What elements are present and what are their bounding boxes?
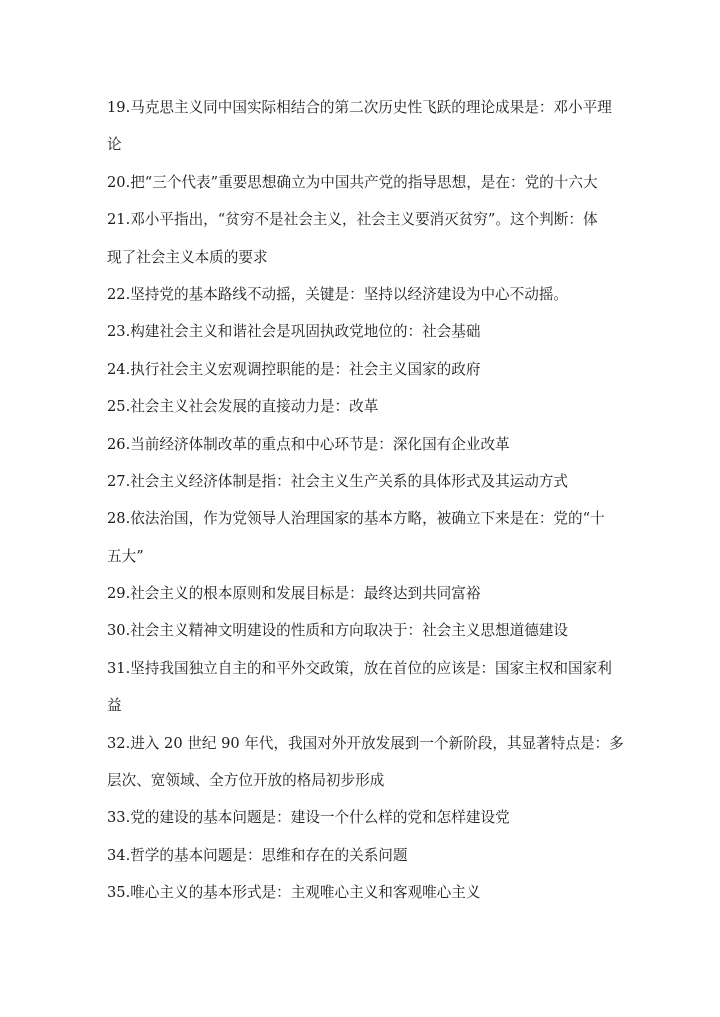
question-item (107, 397, 617, 434)
text-line: 34.哲学的基本问题是：思维和存在的关系问题 (107, 846, 408, 864)
text-line: 五大” (107, 547, 144, 565)
question-item (107, 285, 617, 322)
text-line: 益 (107, 697, 122, 715)
question-item (107, 210, 617, 285)
text-line: 22.坚持党的基本路线不动摇，关键是：坚持以经济建设为中心不动摇。 (107, 285, 569, 303)
question-item (107, 883, 617, 920)
text-line: 24.执行社会主义宏观调控职能的是：社会主义国家的政府 (107, 360, 481, 378)
question-item (107, 98, 617, 173)
question-item (107, 435, 617, 472)
text-line: 29.社会主义的根本原则和发展目标是：最终达到共同富裕 (107, 585, 481, 603)
text-line: 32.进入 20 世纪 90 年代，我国对外开放发展到一个新阶段，其显著特点是：多 (107, 734, 624, 752)
question-item (107, 584, 617, 621)
question-item (107, 173, 617, 210)
text-line: 23.构建社会主义和谐社会是巩固执政党地位的：社会基础 (107, 323, 481, 341)
text-line: 30.社会主义精神文明建设的性质和方向取决于：社会主义思想道德建设 (107, 622, 569, 640)
question-item (107, 808, 617, 845)
text-line: 27.社会主义经济体制是指：社会主义生产关系的具体形式及其运动方式 (107, 472, 569, 490)
question-item (107, 846, 617, 883)
text-line: 31.坚持我国独立自主的和平外交政策，放在首位的应该是：国家主权和国家利 (107, 659, 612, 677)
text-line: 现了社会主义本质的要求 (107, 248, 268, 266)
question-item (107, 472, 617, 509)
text-line: 26.当前经济体制改革的重点和中心环节是：深化国有企业改革 (107, 435, 510, 453)
text-line: 21.邓小平指出，“贫穷不是社会主义，社会主义要消灭贫穷”。这个判断：体 (107, 211, 598, 229)
document-page (107, 98, 624, 921)
question-item (107, 509, 617, 584)
text-line: 28.依法治国，作为党领导人治理国家的基本方略，被确立下来是在：党的“十 (107, 510, 605, 528)
text-line: 33.党的建设的基本问题是：建设一个什么样的党和怎样建设党 (107, 809, 510, 827)
text-line: 论 (107, 136, 122, 154)
question-item (107, 322, 617, 359)
text-line: 19.马克思主义同中国实际相结合的第二次历史性飞跃的理论成果是：邓小平理 (107, 99, 612, 116)
question-item (107, 659, 617, 734)
question-item (107, 360, 617, 397)
question-item (107, 734, 624, 809)
text-line: 层次、宽领域、全方位开放的格局初步形成 (107, 772, 385, 790)
text-line: 25.社会主义社会发展的直接动力是：改革 (107, 398, 379, 416)
text-line: 20.把“三个代表”重要思想确立为中国共产党的指导思想，是在：党的十六大 (107, 173, 598, 191)
text-line: 35.唯心主义的基本形式是：主观唯心主义和客观唯心主义 (107, 884, 481, 902)
question-item (107, 621, 617, 658)
